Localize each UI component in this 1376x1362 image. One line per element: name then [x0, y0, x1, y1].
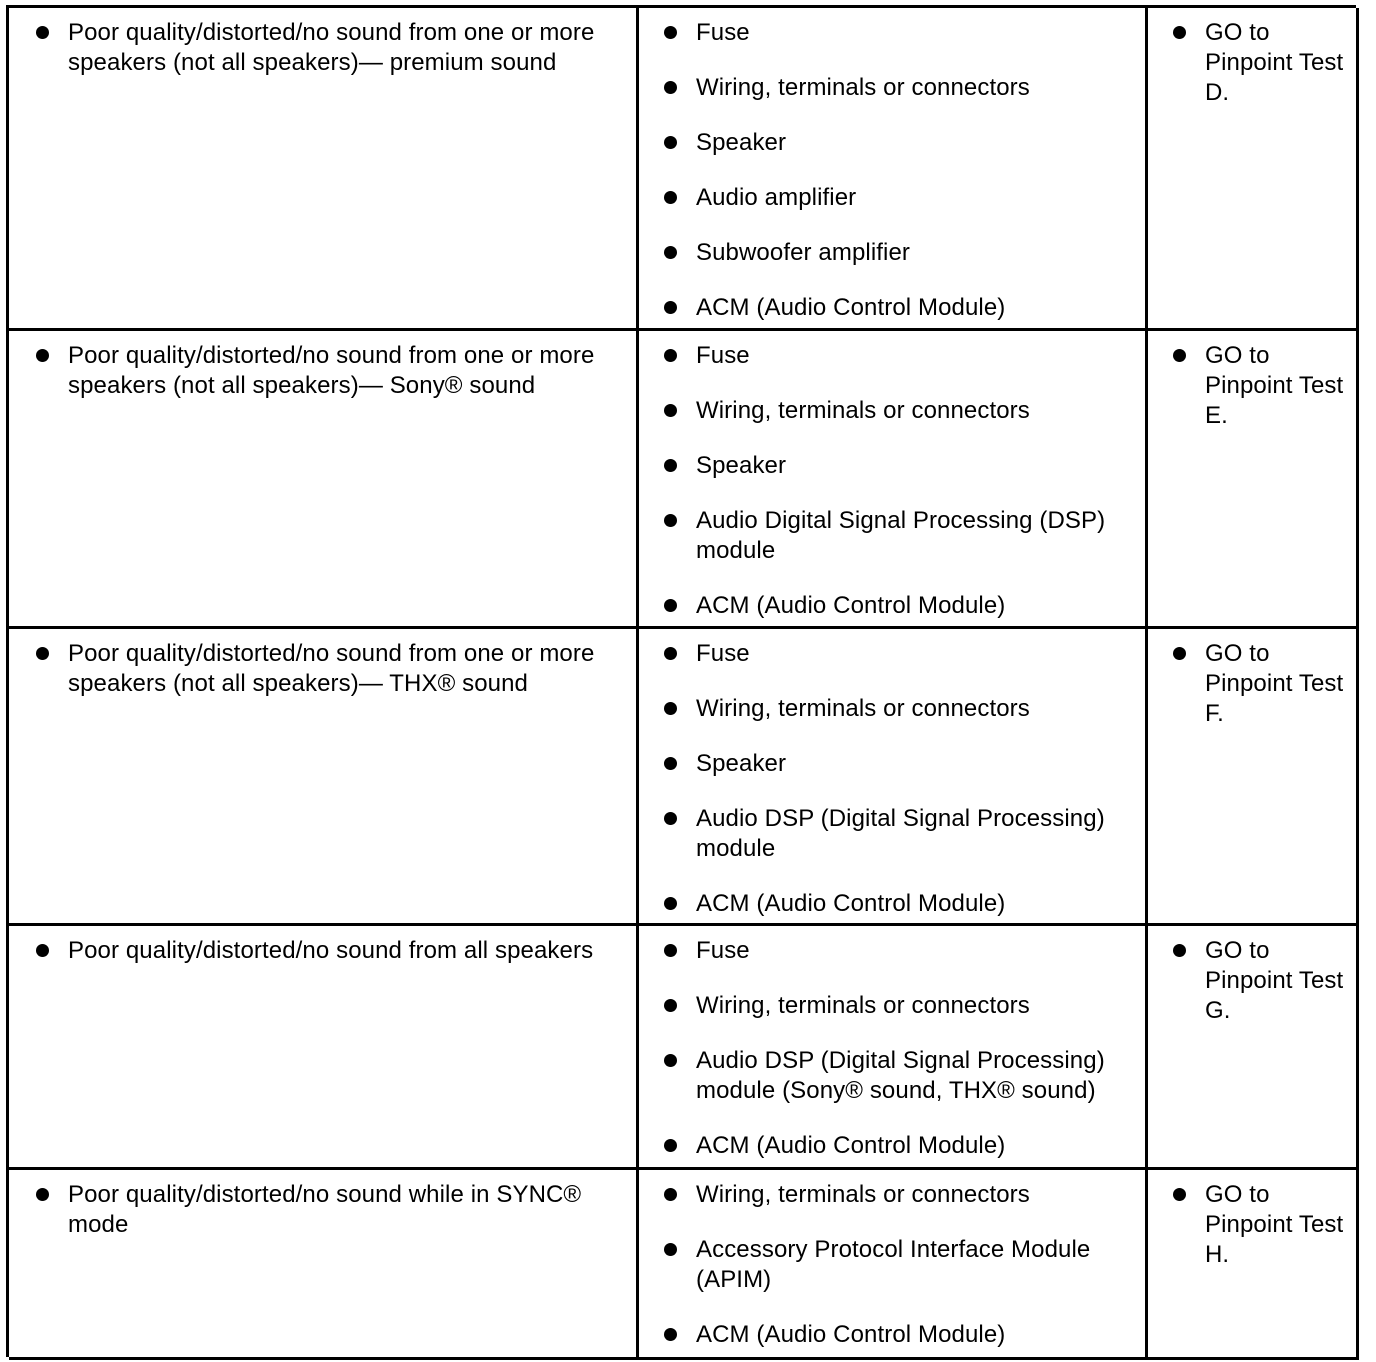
table-cell-condition	[9, 331, 639, 629]
list-item	[1172, 1180, 1346, 1270]
list-item	[663, 18, 1135, 48]
causes-list	[663, 639, 1135, 919]
cause-text: ACM (Audio Control Module)	[696, 294, 1006, 321]
bullet-icon	[36, 26, 49, 39]
cause-text: Wiring, terminals or connectors	[696, 397, 1030, 424]
action-list	[1172, 341, 1346, 431]
list-item	[1172, 936, 1346, 1026]
cause-text: Audio Digital Signal Processing (DSP) module	[696, 507, 1106, 564]
list-item	[35, 1180, 626, 1240]
cause-text: Accessory Protocol Interface Module (APIM)	[696, 1236, 1091, 1293]
action-text: GO to Pinpoint Test F.	[1205, 640, 1344, 727]
table-cell-condition	[9, 629, 639, 926]
list-item	[663, 238, 1135, 268]
causes-list	[663, 341, 1135, 621]
condition-text: Poor quality/distorted/no sound from one or more speakers (not all speakers)— premium sound	[68, 19, 595, 76]
bullet-icon	[664, 1188, 677, 1201]
bullet-icon	[664, 26, 677, 39]
list-item	[35, 639, 626, 699]
list-item	[35, 341, 626, 401]
cause-text: ACM (Audio Control Module)	[696, 1321, 1006, 1348]
action-list	[1172, 936, 1346, 1026]
list-item	[663, 506, 1135, 566]
bullet-icon	[664, 301, 677, 314]
bullet-icon	[664, 349, 677, 362]
bullet-icon	[664, 757, 677, 770]
bullet-icon	[1173, 944, 1186, 957]
bullet-icon	[1173, 349, 1186, 362]
condition-list	[35, 639, 626, 699]
condition-list	[35, 936, 626, 966]
bullet-icon	[664, 136, 677, 149]
list-item	[663, 639, 1135, 669]
cause-text: Subwoofer amplifier	[696, 239, 910, 266]
bullet-icon	[1173, 1188, 1186, 1201]
condition-text: Poor quality/distorted/no sound from all speakers	[68, 937, 594, 964]
list-item	[663, 341, 1135, 371]
cause-text: Wiring, terminals or connectors	[696, 992, 1030, 1019]
list-item	[663, 73, 1135, 103]
table-cell-causes	[639, 1170, 1148, 1360]
cause-text: Audio amplifier	[696, 184, 857, 211]
symptom-chart-table	[6, 5, 1356, 1357]
cause-text: Speaker	[696, 750, 787, 777]
action-list	[1172, 639, 1346, 729]
cause-text: Fuse	[696, 937, 750, 964]
cause-text: ACM (Audio Control Module)	[696, 890, 1006, 917]
list-item	[663, 293, 1135, 323]
cause-text: Wiring, terminals or connectors	[696, 1181, 1030, 1208]
bullet-icon	[36, 647, 49, 660]
list-item	[663, 451, 1135, 481]
cause-text: Speaker	[696, 129, 787, 156]
bullet-icon	[664, 599, 677, 612]
bullet-icon	[664, 191, 677, 204]
list-item	[1172, 18, 1346, 108]
table-cell-action	[1148, 926, 1359, 1170]
bullet-icon	[664, 1243, 677, 1256]
list-item	[663, 1180, 1135, 1210]
bullet-icon	[664, 404, 677, 417]
list-item	[663, 991, 1135, 1021]
list-item	[663, 183, 1135, 213]
list-item	[663, 889, 1135, 919]
cause-text: ACM (Audio Control Module)	[696, 592, 1006, 619]
bullet-icon	[664, 647, 677, 660]
list-item	[35, 18, 626, 78]
cause-text: Audio DSP (Digital Signal Processing) module	[696, 805, 1105, 862]
bullet-icon	[36, 1188, 49, 1201]
list-item	[663, 749, 1135, 779]
bullet-icon	[664, 812, 677, 825]
action-list	[1172, 18, 1346, 108]
table-cell-action	[1148, 331, 1359, 629]
bullet-icon	[664, 897, 677, 910]
list-item	[663, 396, 1135, 426]
condition-text: Poor quality/distorted/no sound while in SYNC® mode	[68, 1181, 582, 1238]
condition-text: Poor quality/distorted/no sound from one or more speakers (not all speakers)— THX® sound	[68, 640, 595, 697]
list-item	[663, 1320, 1135, 1350]
cause-text: ACM (Audio Control Module)	[696, 1132, 1006, 1159]
table-cell-condition	[9, 1170, 639, 1360]
bullet-icon	[1173, 647, 1186, 660]
action-text: GO to Pinpoint Test D.	[1205, 19, 1344, 106]
cause-text: Audio DSP (Digital Signal Processing) module (Sony® sound, THX® sound)	[696, 1047, 1105, 1104]
table-cell-action	[1148, 8, 1359, 331]
bullet-icon	[36, 944, 49, 957]
list-item	[663, 1235, 1135, 1295]
table-cell-action	[1148, 629, 1359, 926]
bullet-icon	[1173, 26, 1186, 39]
list-item	[663, 694, 1135, 724]
bullet-icon	[664, 1054, 677, 1067]
causes-list	[663, 936, 1135, 1161]
cause-text: Fuse	[696, 342, 750, 369]
table-cell-action	[1148, 1170, 1359, 1360]
table-cell-causes	[639, 629, 1148, 926]
list-item	[663, 1046, 1135, 1106]
condition-list	[35, 18, 626, 78]
list-item	[35, 936, 626, 966]
causes-list	[663, 1180, 1135, 1350]
action-text: GO to Pinpoint Test H.	[1205, 1181, 1344, 1268]
list-item	[1172, 341, 1346, 431]
list-item	[663, 128, 1135, 158]
bullet-icon	[664, 999, 677, 1012]
causes-list	[663, 18, 1135, 323]
cause-text: Speaker	[696, 452, 787, 479]
condition-text: Poor quality/distorted/no sound from one or more speakers (not all speakers)— Sony® sound	[68, 342, 595, 399]
list-item	[663, 936, 1135, 966]
action-text: GO to Pinpoint Test E.	[1205, 342, 1344, 429]
table-cell-condition	[9, 926, 639, 1170]
table-cell-condition	[9, 8, 639, 331]
list-item	[663, 1131, 1135, 1161]
cause-text: Wiring, terminals or connectors	[696, 695, 1030, 722]
bullet-icon	[664, 81, 677, 94]
bullet-icon	[664, 246, 677, 259]
cause-text: Fuse	[696, 640, 750, 667]
action-text: GO to Pinpoint Test G.	[1205, 937, 1344, 1024]
condition-list	[35, 1180, 626, 1240]
list-item	[663, 591, 1135, 621]
list-item	[1172, 639, 1346, 729]
action-list	[1172, 1180, 1346, 1270]
table-cell-causes	[639, 926, 1148, 1170]
cause-text: Fuse	[696, 19, 750, 46]
table-cell-causes	[639, 331, 1148, 629]
bullet-icon	[664, 514, 677, 527]
table-cell-causes	[639, 8, 1148, 331]
bullet-icon	[664, 1139, 677, 1152]
condition-list	[35, 341, 626, 401]
bullet-icon	[664, 944, 677, 957]
cause-text: Wiring, terminals or connectors	[696, 74, 1030, 101]
list-item	[663, 804, 1135, 864]
bullet-icon	[664, 459, 677, 472]
bullet-icon	[36, 349, 49, 362]
bullet-icon	[664, 702, 677, 715]
bullet-icon	[664, 1328, 677, 1341]
